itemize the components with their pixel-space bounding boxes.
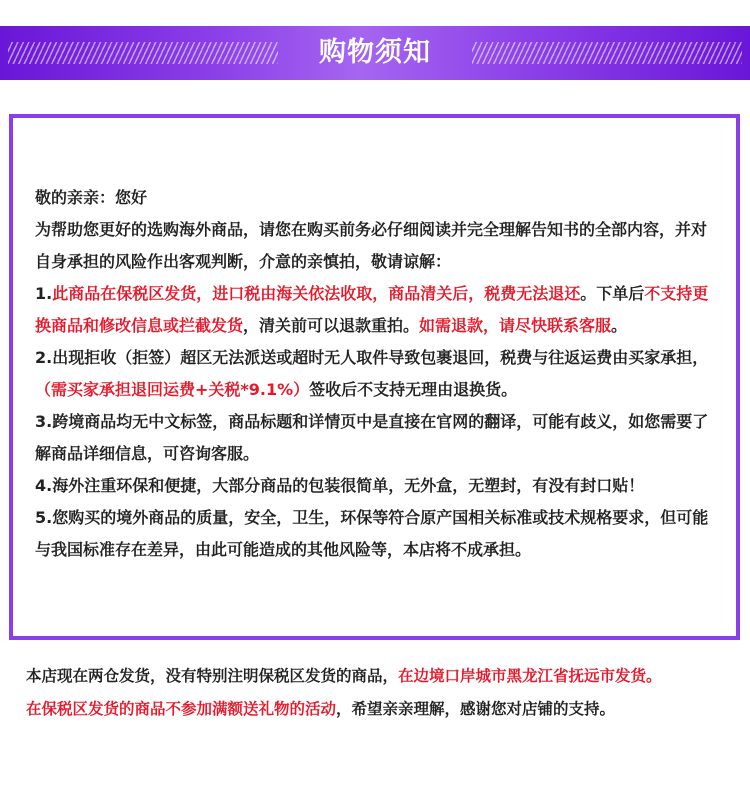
header-banner <box>0 26 750 80</box>
greeting: 敬的亲亲：您好 <box>35 188 148 207</box>
footer-warning-location: 在边境口岸城市黑龙江省抚远市发货。 <box>398 667 662 685</box>
notice-item-3: 3.跨境商品均无中文标签，商品标题和详情页中是直接在官网的翻译，可能有歧义，如您需要了解商品详细信息，可咨询客服。 <box>35 412 709 463</box>
footer-warning-gift: 在保税区发货的商品不参加满额送礼物的活动 <box>26 700 337 718</box>
footer-line-1 <box>26 660 742 693</box>
intro-paragraph: 为帮助您更好的选购海外商品，请您在购买前务必仔细阅读并完全理解告知书的全部内容，并对自身承担的风险作出客观判断，介意的亲慎拍，敬请谅解： <box>35 220 708 271</box>
item-1-end: 。 <box>611 316 628 335</box>
item-2-warning-fee: （需买家承担退回运费+关税*9.1%） <box>35 380 310 399</box>
notice-item-2 <box>35 342 721 406</box>
item-1-warning-tax: 此商品在保税区发货，进口税由海关依法收取，商品清关后，税费无法退还 <box>52 284 581 303</box>
page-title: 购物须知 <box>319 37 431 68</box>
footer-text-2: ，希望亲亲理解，感谢您对店铺的支持。 <box>336 700 616 718</box>
notice-box <box>9 114 740 640</box>
footer-text-1: 本店现在两仓发货，没有特别注明保税区发货的商品， <box>26 667 399 685</box>
item-1-warning-contact: 如需退款，请尽快联系客服 <box>419 316 612 335</box>
item-2-text-end: 签收后不支持无理由退换货。 <box>309 380 518 399</box>
item-1-warning-no-change: 不支持更换商品和修改信息或拦截发货 <box>35 284 709 335</box>
footer-note <box>26 660 742 726</box>
notice-item-1 <box>35 278 721 342</box>
item-2-text: 2.出现拒收（拒签）超区无法派送或超时无人取件导致包裹退回，税费与往返运费由买家承担， <box>35 348 709 367</box>
notice-item-4: 4.海外注重环保和便捷，大部分商品的包装很简单，无外盒，无塑封，有没有封口贴！ <box>35 476 645 495</box>
notice-content <box>35 182 721 566</box>
footer-line-2 <box>26 693 742 726</box>
notice-item-5: 5.您购买的境外商品的质量，安全，卫生，环保等符合原产国相关标准或技术规格要求，但可能与我国标准存在差异，由此可能造成的其他风险等，本店将不成承担。 <box>35 508 709 559</box>
item-1-text: 。下单后 <box>580 284 645 303</box>
item-1-text-refund: ，清关前可以退款重拍。 <box>243 316 420 335</box>
item-1-number: 1. <box>35 284 53 303</box>
